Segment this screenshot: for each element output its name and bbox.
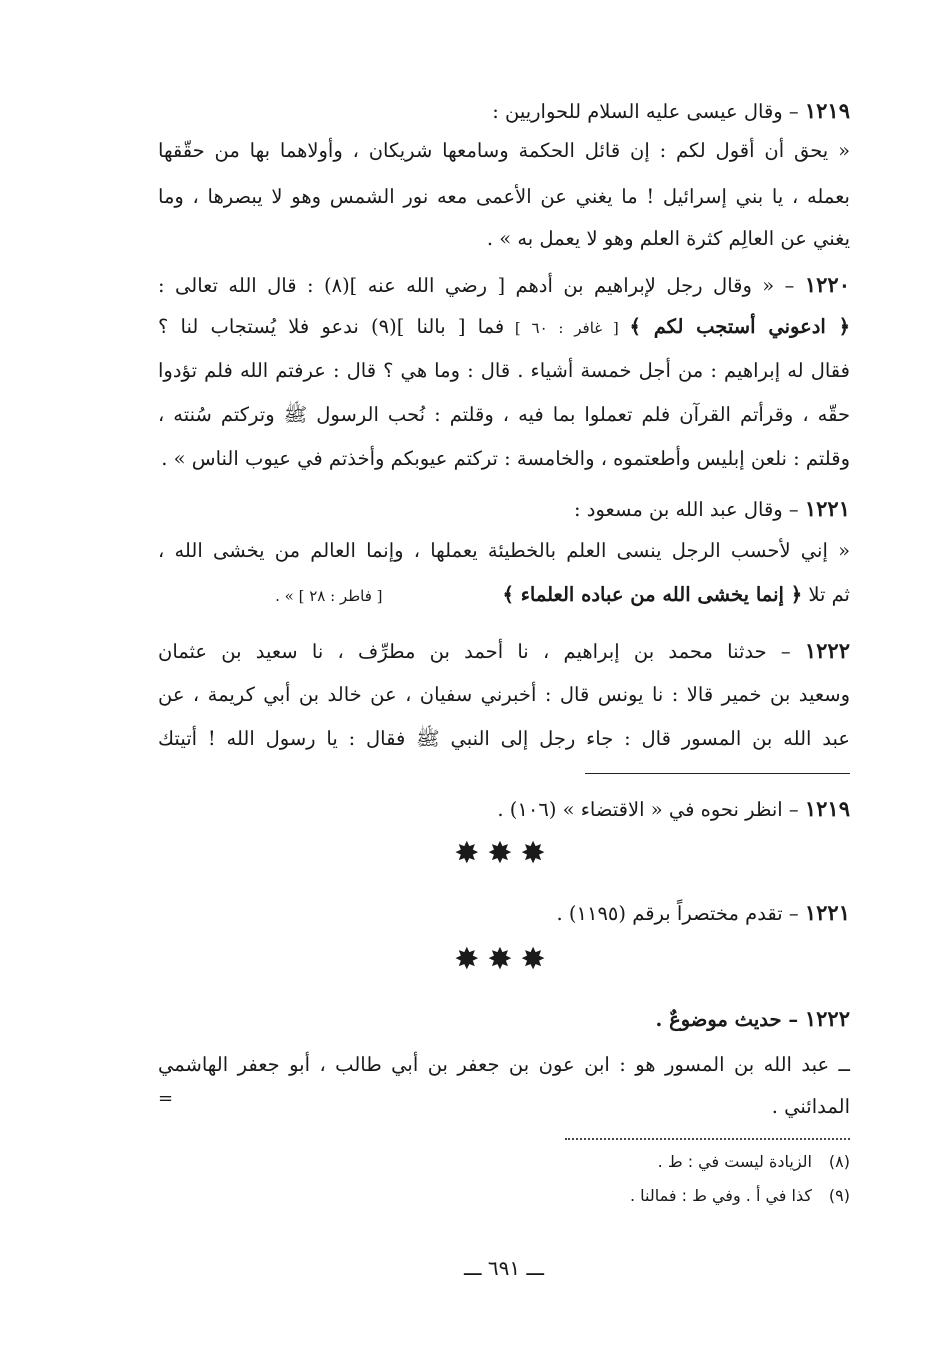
footnote-divider — [585, 773, 850, 774]
note-text: – تقدم مختصراً برقم (١١٩٥) . — [556, 902, 805, 925]
footnote-number: (٨) — [828, 1152, 850, 1171]
text-line: بعمله ، يا بني إسرائيل ! ما يغني عن الأعمى معه نور الشمس وهو لا يبصرها ، وما — [158, 185, 850, 208]
footnote-8 — [158, 1148, 850, 1176]
text-line: « يحق أن أقول لكم : إن قائل الحكمة وسامعها شريكان ، وأولاهما بها من حقّقها — [158, 139, 850, 162]
footnote-9 — [158, 1182, 850, 1210]
hadith-number: ١٢٢١ — [804, 496, 850, 521]
hadith-text: – وقال عيسى عليه السلام للحواريين : — [492, 100, 805, 123]
text-line: يغني عن العالِم كثرة العلم وهو لا يعمل به » . — [486, 227, 850, 250]
verse-reference: [ غافر : ٦٠ ] — [504, 319, 630, 337]
note-text: – انظر نحوه في « الاقتضاء » (١٠٦) . — [497, 798, 805, 821]
hadith-1220-heading — [158, 266, 850, 305]
hadith-1221-heading — [158, 490, 850, 529]
note-text-line: ــ عبد الله بن المسور هو : ابن عون بن جعفر بن أبي طالب ، أبو جعفر الهاشمي — [158, 1053, 850, 1076]
quran-verse: ﴿ ادعوني أستجب لكم ﴾ — [629, 315, 851, 338]
document-page — [158, 84, 850, 1314]
hadith-number: ١٢٢٠ — [804, 272, 850, 297]
text-line: وقلتم : نلعن إبليس وأطعتموه ، والخامسة : تركتم عيوبكم وأخذتم في عيوب الناس » . — [161, 447, 850, 470]
hadith-1222-heading — [158, 632, 850, 671]
footnote-number: (٩) — [828, 1186, 850, 1205]
note-number: ١٢٢٢ — [804, 1006, 850, 1031]
note-number: ١٢٢١ — [804, 900, 850, 925]
note-1221 — [158, 894, 850, 933]
text-line: عبد الله بن المسور قال : جاء رجل إلى النبي ﷺ فقال : يا رسول الله ! أتيتك — [158, 727, 850, 750]
continuation-mark: = — [158, 1088, 174, 1109]
note-number: ١٢١٩ — [804, 796, 850, 821]
hadith-text: – حدثنا محمد بن إبراهيم ، نا أحمد بن مطرِّف ، نا سعيد بن عثمان — [158, 640, 805, 663]
footnote-text: كذا في أ . وفي ط : فمالنا . — [630, 1186, 812, 1205]
note-text-line: المدائني . — [771, 1095, 850, 1118]
star-separator: ✸✸✸ — [454, 836, 554, 871]
text-line: حقّه ، وقرأتم القرآن فلم تعملوا بما فيه ، وقلتم : نُحب الرسول ﷺ وتركتم سُنته ، — [158, 403, 850, 426]
text-line: وسعيد بن خمير قالا : نا يونس قال : أخبرني سفيان ، عن خالد بن أبي كريمة ، عن — [158, 683, 850, 706]
footnote-dotted-divider — [565, 1138, 850, 1140]
hadith-text: ثم تلا — [802, 583, 850, 606]
footnote-text: الزيادة ليست في : ط . — [657, 1152, 812, 1171]
text-line: فقال له إبراهيم : من أجل خمسة أشياء . قال : وما هي ؟ قال : عرفتم الله فلم تؤدوا — [158, 359, 850, 382]
verse-reference: [ فاطر : ٢٨ ] » . — [275, 587, 383, 605]
hadith-1219-heading — [158, 92, 850, 131]
quran-verse: ﴿ إنما يخشى الله من عباده العلماء ﴾ — [502, 583, 803, 606]
note-1222 — [158, 1000, 850, 1039]
note-text: – حديث موضوعٌ . — [655, 1008, 805, 1031]
hadith-number: ١٢٢٢ — [804, 638, 850, 663]
text-line-quran — [158, 308, 850, 347]
note-1219 — [158, 790, 850, 829]
text-line: « إني لأحسب الرجل ينسى العلم بالخطيئة يعملها ، وإنما العالم من يخشى الله ، — [158, 539, 850, 562]
hadith-number: ١٢١٩ — [804, 98, 850, 123]
hadith-text: فما [ بالنا ](٩) ندعو فلا يُستجاب لنا ؟ — [158, 315, 505, 338]
star-separator: ✸✸✸ — [454, 942, 554, 977]
hadith-text: – « وقال رجل لإبراهيم بن أدهم [ رضي الله عنه ](٨) : قال الله تعالى : — [158, 274, 805, 297]
page-number: ـــ ٦٩١ ـــ — [463, 1256, 545, 1280]
hadith-text: – وقال عبد الله بن مسعود : — [574, 498, 805, 521]
text-line-quran — [158, 576, 850, 615]
